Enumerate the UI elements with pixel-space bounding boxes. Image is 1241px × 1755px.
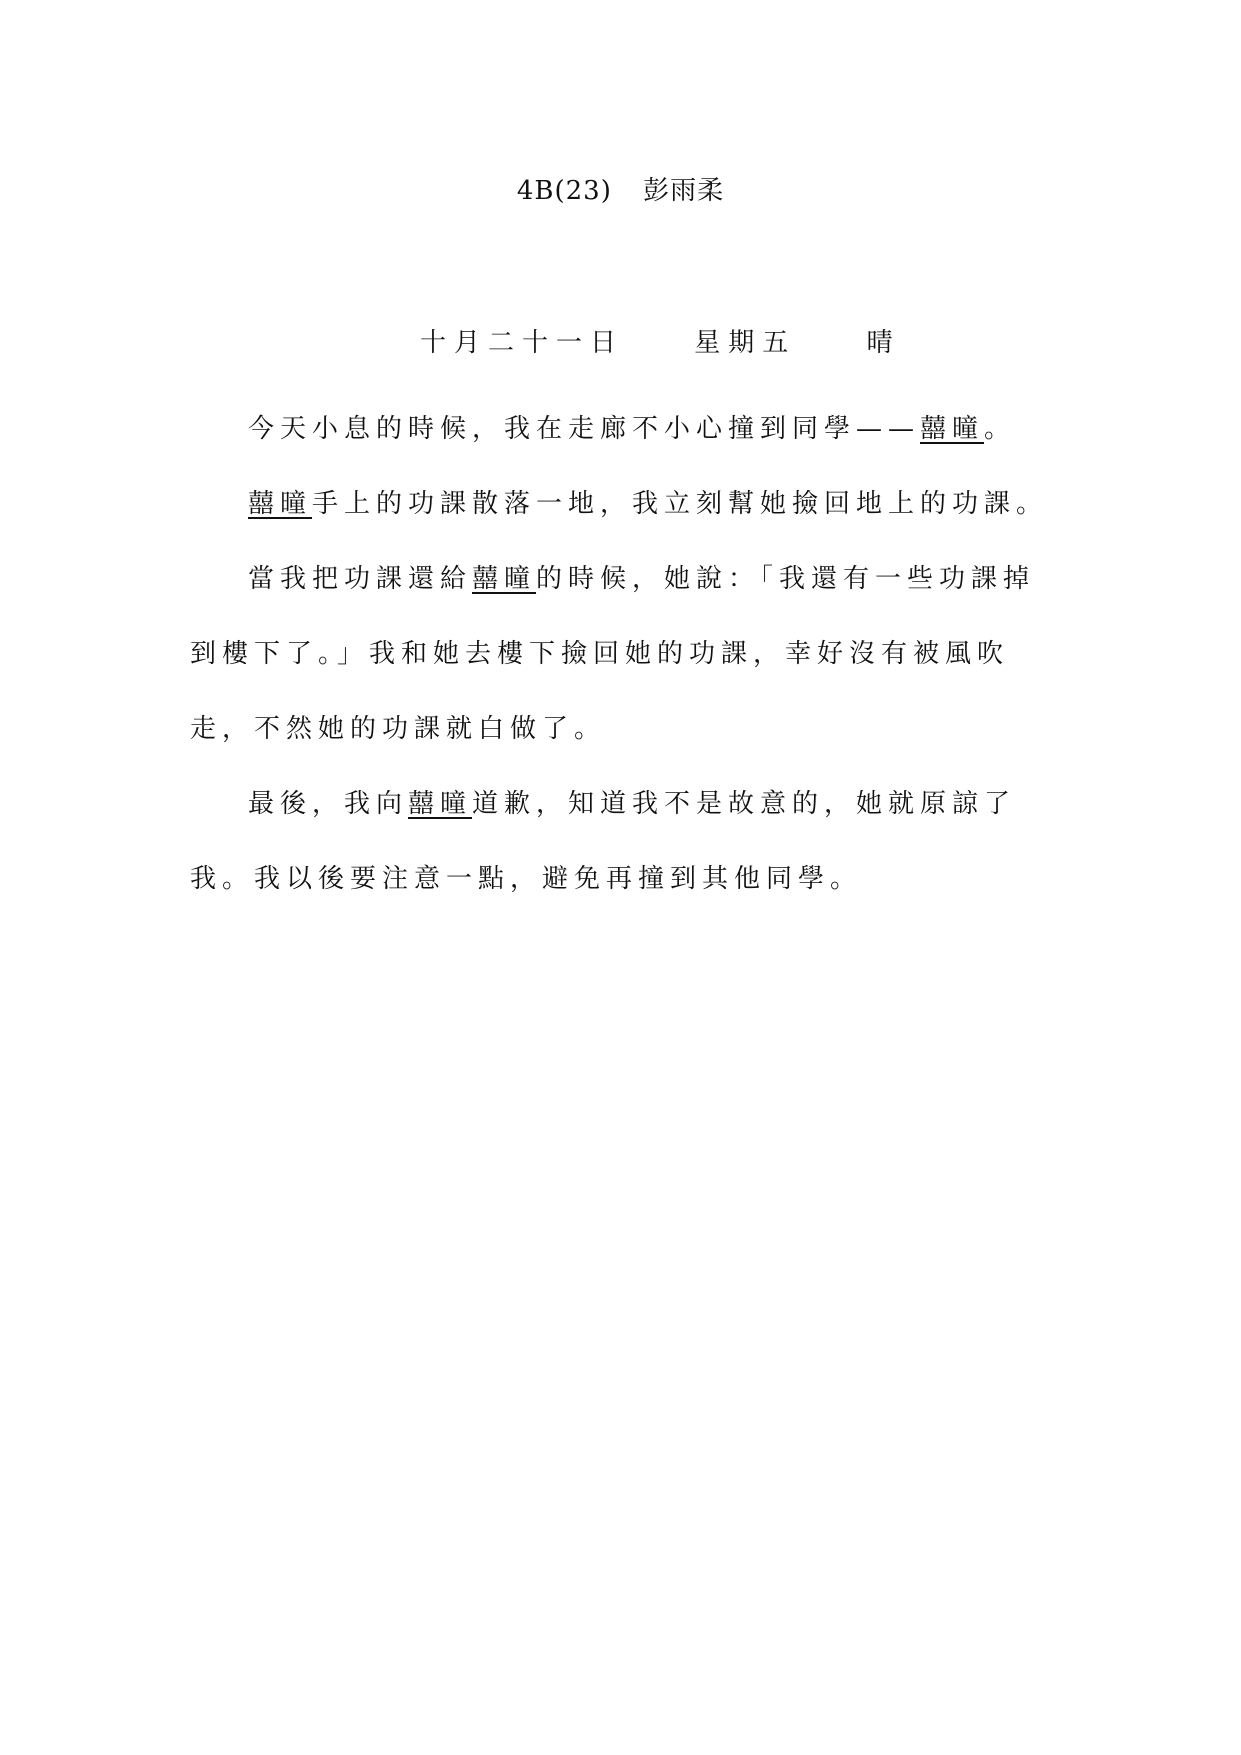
paragraph-text: 今天小息的時候，我在走廊不小心撞到同學——	[248, 414, 921, 444]
person-name: 囍曈	[472, 564, 537, 594]
diary-body	[190, 392, 1050, 917]
class-number: 4B(23)	[516, 176, 612, 206]
paragraph-text: 最後，我向	[248, 789, 409, 819]
diary-weather: 晴	[866, 328, 901, 358]
paragraph-text: 道歉，知道我不是故意的，她就原諒了我。我以後要注意一點，避免再撞到其他同學。	[190, 789, 1017, 894]
diary-dateline	[420, 322, 901, 359]
paragraph	[190, 467, 1050, 542]
student-name: 彭雨柔	[643, 176, 725, 206]
person-name: 囍曈	[248, 489, 313, 519]
person-name: 囍曈	[408, 789, 473, 819]
paragraph	[190, 542, 1050, 767]
diary-date: 十月二十一日	[420, 328, 625, 358]
paragraph-text: 手上的功課散落一地，我立刻幫她撿回地上的功課。	[312, 489, 1049, 519]
paragraph	[190, 392, 1050, 467]
diary-weekday: 星期五	[694, 328, 797, 358]
paragraph	[190, 767, 1050, 917]
person-name: 囍曈	[920, 414, 985, 444]
paragraph-text: 。	[984, 414, 1017, 444]
student-header	[0, 170, 1241, 207]
paragraph-text: 當我把功課還給	[248, 564, 473, 594]
paragraph-text: 的時候，她說：「我還有一些功課掉到樓下了。」我和她去樓下撿回她的功課，幸好沒有被風吹走，不然她的功課就白做了。	[190, 564, 1036, 744]
